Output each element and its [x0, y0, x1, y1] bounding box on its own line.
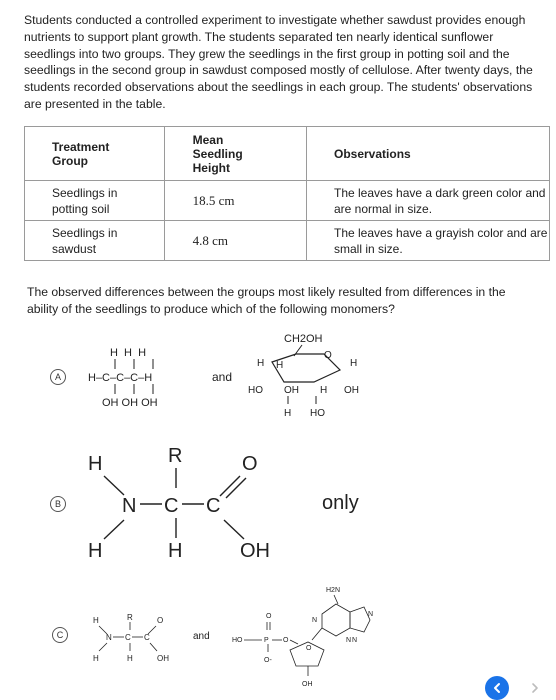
cell-observations	[307, 221, 550, 261]
amino-small-oh: OH	[157, 654, 169, 663]
header-observations: Observations	[307, 127, 550, 181]
question-text: The observed differences between the groups most likely resulted from differences in the ability of the seedlings to produce which of the following monomers?	[27, 285, 506, 316]
header-mean-height-label: Mean Seedling Height	[192, 132, 243, 175]
previous-button[interactable]	[485, 676, 509, 700]
nucleotide-n3: N	[346, 637, 352, 644]
nucleotide-o-minus: O-	[264, 657, 272, 664]
amino-o-double: O	[242, 453, 258, 475]
glucose-ring-o: O	[324, 350, 332, 361]
amino-r: R	[168, 445, 183, 467]
nucleotide-p: P	[264, 637, 269, 644]
glycerol-chain: H–C–C–C–H	[88, 372, 153, 384]
amino-small-c: C	[144, 633, 150, 642]
option-a-radio[interactable]: A	[50, 369, 66, 385]
glucose-h-4: H	[320, 385, 328, 396]
table-row	[25, 221, 550, 261]
cell-group	[25, 181, 165, 221]
nucleotide-p-o-top: O	[266, 613, 272, 620]
nucleotide-ho: HO	[232, 637, 243, 644]
glucose-ho-1: HO	[248, 385, 263, 396]
glucose-oh-2: OH	[344, 385, 359, 396]
nucleotide-n2: N	[368, 611, 374, 618]
amino-acid-structure-large	[84, 440, 294, 565]
amino-c-alpha: C	[164, 495, 179, 517]
amino-h-top: H	[88, 453, 103, 475]
cell-observations	[307, 181, 550, 221]
option-b-radio[interactable]: B	[50, 496, 66, 512]
amino-small-c-alpha: C	[125, 633, 131, 642]
amino-c-carboxyl: C	[206, 495, 221, 517]
nucleotide-ring-o: O	[306, 645, 312, 652]
amino-h-bottom: H	[88, 540, 103, 562]
chevron-left-icon	[491, 682, 503, 694]
glucose-ch2oh: CH2OH	[284, 333, 323, 345]
table-header-row	[25, 127, 550, 181]
cell-observations-text: The leaves have a grayish color and are small in size.	[334, 225, 548, 256]
next-button[interactable]	[523, 676, 547, 700]
glucose-h-5: H	[284, 408, 292, 419]
header-treatment-group	[25, 127, 165, 181]
cell-height: 4.8 cm	[164, 221, 306, 261]
glucose-h-1: H	[257, 358, 265, 369]
table-row	[25, 181, 550, 221]
amino-h-alpha: H	[168, 540, 183, 562]
glucose-h-2: H	[276, 360, 284, 371]
amino-small-r: R	[127, 613, 133, 622]
nucleotide-n1: N	[312, 617, 318, 624]
nucleotide-o-bridge: O	[283, 637, 289, 644]
option-b-connector: only	[322, 492, 359, 514]
glycerol-top-h: H H H	[110, 347, 147, 359]
amino-small-h-bottom: H	[93, 654, 99, 663]
cell-observations-text: The leaves have a dark green color and are normal in size.	[334, 185, 546, 216]
option-c-radio[interactable]: C	[52, 627, 68, 643]
glycerol-bottom-oh: OH OH OH	[102, 397, 158, 409]
header-mean-height	[164, 127, 306, 181]
glucose-ho-2: HO	[310, 408, 325, 419]
glucose-structure	[244, 330, 374, 425]
cell-group	[25, 221, 165, 261]
amino-oh: OH	[240, 540, 270, 562]
passage-text: Students conducted a controlled experiment to investigate whether sawdust provides enough nutrients to support plant growth. The students separated ten nearly identical sunflower seedlings into two groups. They grew the seedlings in the first group in potting soil and the seedlings in the second group in sawdust composed mostly of cellulose. After twenty days, the students recorded observations about the seedlings in each group. The students' observations are presented in the table.	[24, 13, 533, 111]
nucleotide-structure	[228, 580, 378, 690]
glucose-h-3: H	[350, 358, 358, 369]
amino-acid-structure-small	[90, 610, 185, 665]
nucleotide-oh: OH	[302, 681, 313, 688]
glucose-oh-1: OH	[284, 385, 299, 396]
option-c-connector: and	[193, 631, 210, 642]
cell-group-text: Seedlings in sawdust	[52, 225, 118, 256]
nucleotide-h2n: H2N	[326, 587, 341, 594]
nucleotide-n4: N	[352, 637, 358, 644]
observations-table	[24, 126, 550, 261]
cell-group-text: Seedlings in potting soil	[52, 185, 118, 216]
option-a-connector: and	[212, 370, 233, 384]
header-treatment-group-label: Treatment Group	[52, 139, 110, 168]
amino-small-o: O	[157, 616, 164, 625]
amino-small-h-alpha: H	[127, 654, 133, 663]
amino-n: N	[122, 495, 137, 517]
amino-small-n: N	[106, 633, 112, 642]
amino-small-h-top: H	[93, 616, 99, 625]
chevron-right-icon	[529, 682, 541, 694]
cell-height: 18.5 cm	[164, 181, 306, 221]
glycerol-structure	[88, 343, 208, 413]
